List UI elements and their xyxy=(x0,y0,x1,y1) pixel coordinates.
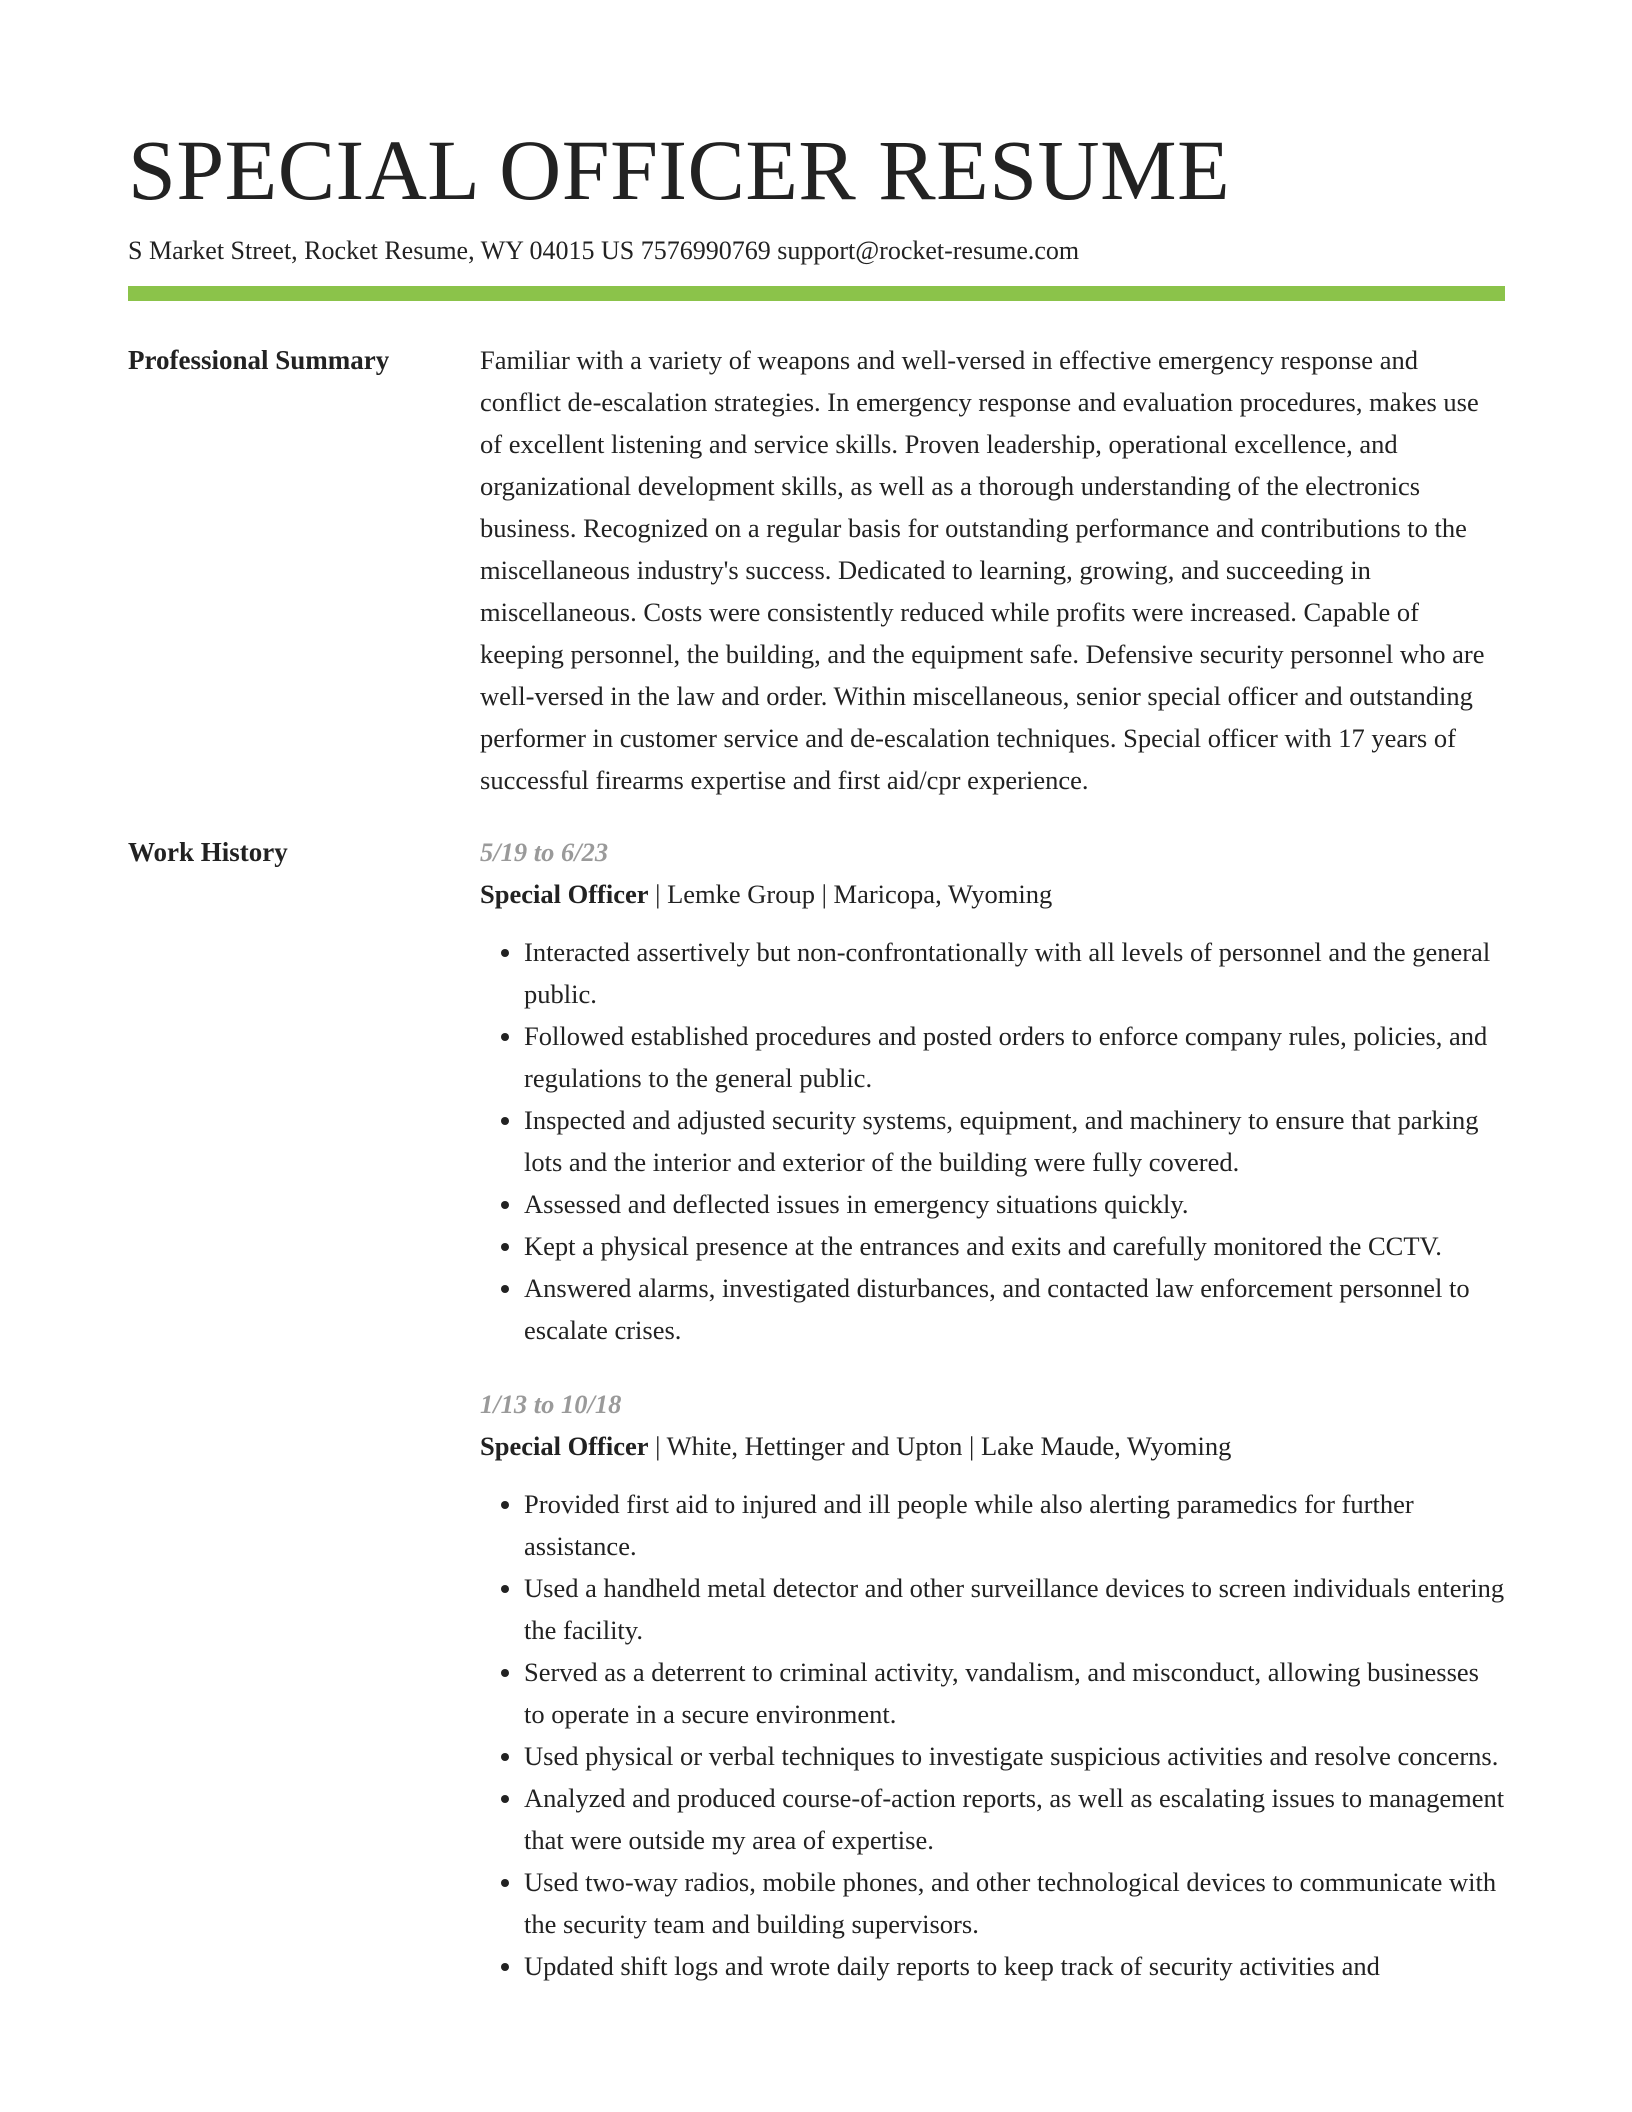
professional-summary-section xyxy=(128,339,1505,801)
job-dates: 1/13 to 10/18 xyxy=(480,1389,622,1419)
list-item: • Interacted assertively but non-confrontationally with all levels of personnel and the general public. xyxy=(524,931,1505,1015)
work-history-section xyxy=(128,831,1505,2019)
section-body xyxy=(480,831,1505,2019)
job-bullets xyxy=(480,931,1505,1351)
job-details: | White, Hettinger and Upton | Lake Maude, Wyoming xyxy=(648,1431,1232,1461)
list-item: • Assessed and deflected issues in emergency situations quickly. xyxy=(524,1183,1505,1225)
job-details: | Lemke Group | Maricopa, Wyoming xyxy=(648,879,1053,909)
list-item: • Followed established procedures and posted orders to enforce company rules, policies, and regulations to the general public. xyxy=(524,1015,1505,1099)
section-heading: Work History xyxy=(128,837,288,867)
job-heading xyxy=(480,1425,1505,1467)
section-body xyxy=(480,339,1505,801)
job-heading xyxy=(480,873,1505,915)
job-dates: 5/19 to 6/23 xyxy=(480,837,609,867)
section-heading: Professional Summary xyxy=(128,345,390,375)
list-item: • Used a handheld metal detector and other surveillance devices to screen individuals entering the facility. xyxy=(524,1567,1505,1651)
contact-info: S Market Street, Rocket Resume, WY 04015 US 7576990769 support@rocket-resume.com xyxy=(128,236,1080,265)
job-entry xyxy=(480,1383,1505,1987)
resume-page xyxy=(128,0,1505,2019)
list-item: • Answered alarms, investigated disturbances, and contacted law enforcement personnel to escalate crises. xyxy=(524,1267,1505,1351)
list-item: • Kept a physical presence at the entrances and exits and carefully monitored the CCTV. xyxy=(524,1225,1505,1267)
list-item: • Analyzed and produced course-of-action reports, as well as escalating issues to management that were outside my area of expertise. xyxy=(524,1777,1505,1861)
summary-text: Familiar with a variety of weapons and well-versed in effective emergency response and conflict de-escalation strategies. In emergency response and evaluation procedures, makes use of excellent listening and service skills. Proven leadership, operational excellence, and organizational development skills, as well as a thorough understanding of the electronics business. Recognized on a regular basis for outstanding performance and contributions to the miscellaneous industry's success. Dedicated to learning, growing, and succeeding in miscellaneous. Costs were consistently reduced while profits were increased. Capable of keeping personnel, the building, and the equipment safe. Defensive security personnel who are well-versed in the law and order. Within miscellaneous, senior special officer and outstanding performer in customer service and de-escalation techniques. Special officer with 17 years of successful firearms expertise and first aid/cpr experience. xyxy=(480,345,1485,795)
job-title: Special Officer xyxy=(480,1431,649,1461)
resume-title: SPECIAL OFFICER RESUME xyxy=(128,122,1231,218)
job-bullets xyxy=(480,1483,1505,1987)
accent-divider xyxy=(128,286,1505,301)
list-item: • Inspected and adjusted security systems, equipment, and machinery to ensure that parking lots and the interior and exterior of the building were fully covered. xyxy=(524,1099,1505,1183)
list-item: • Served as a deterrent to criminal activity, vandalism, and misconduct, allowing businesses to operate in a secure environment. xyxy=(524,1651,1505,1735)
job-entry xyxy=(480,831,1505,1351)
list-item: • Used physical or verbal techniques to investigate suspicious activities and resolve concerns. xyxy=(524,1735,1505,1777)
job-title: Special Officer xyxy=(480,879,649,909)
list-item: • Updated shift logs and wrote daily reports to keep track of security activities and xyxy=(524,1945,1505,1987)
list-item: • Used two-way radios, mobile phones, and other technological devices to communicate with the security team and building supervisors. xyxy=(524,1861,1505,1945)
list-item: • Provided first aid to injured and ill people while also alerting paramedics for further assistance. xyxy=(524,1483,1505,1567)
